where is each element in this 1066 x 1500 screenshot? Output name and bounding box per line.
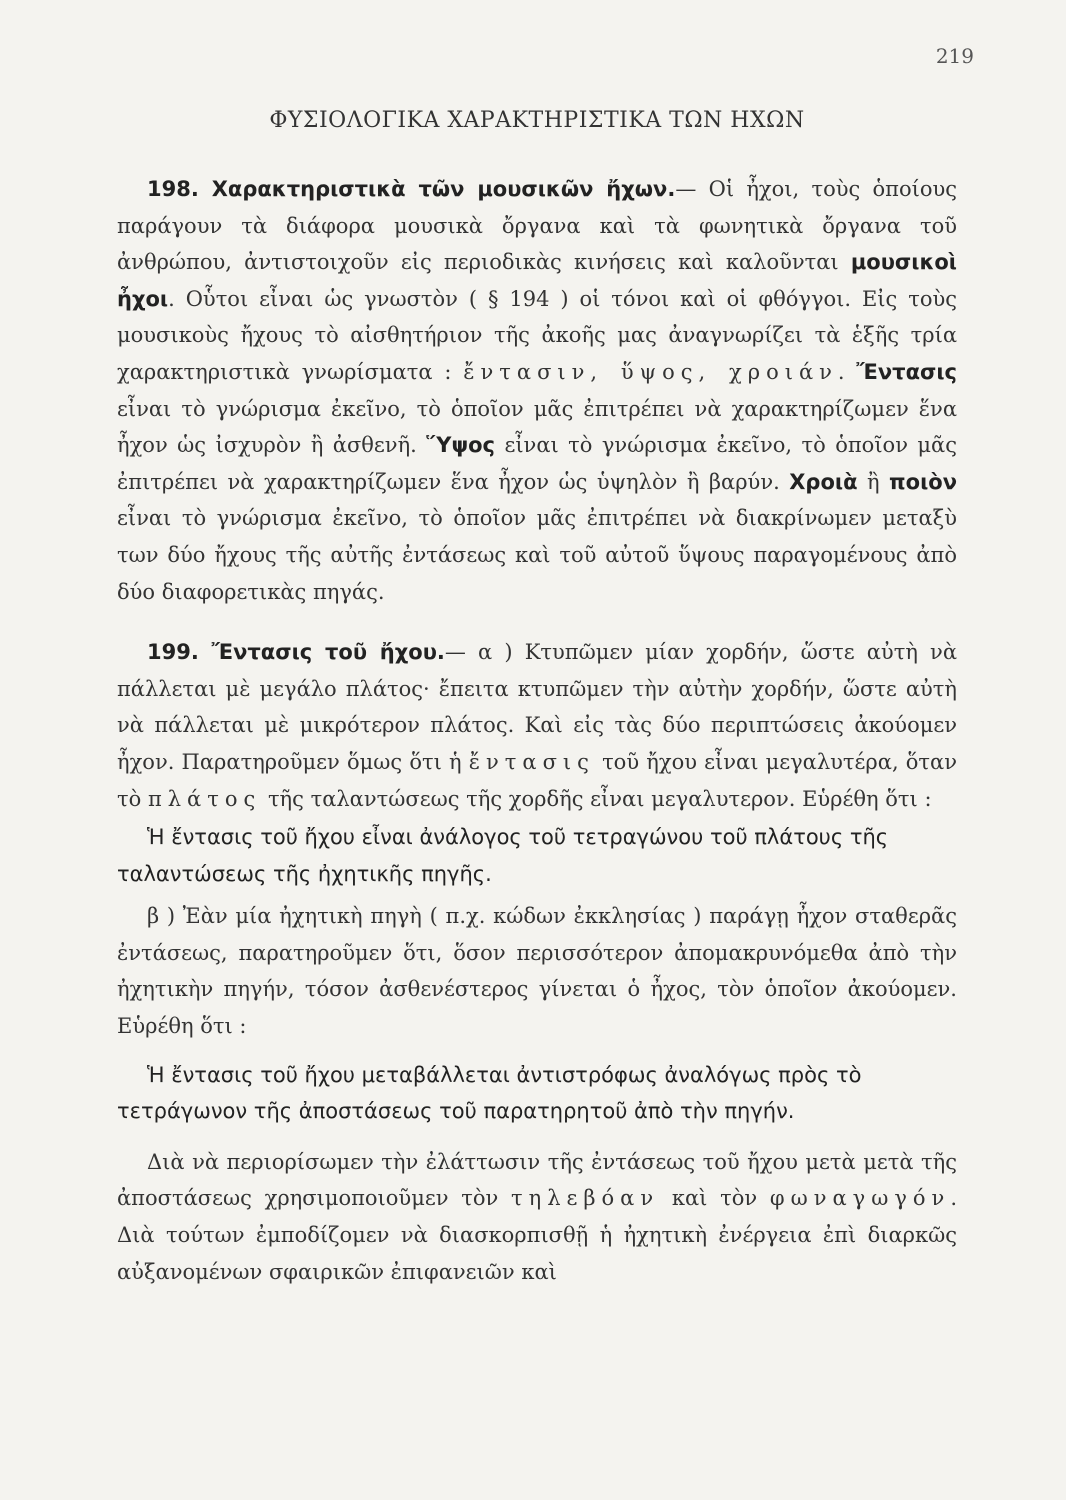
law-inverse-square: Ἡ ἔντασις τοῦ ἤχου μεταβάλλεται ἀντιστρόφως ἀναλόγως πρὸς τὸ τετράγωνον τῆς ἀποστάσεως τοῦ παρατηρητοῦ ἀπὸ τὴν πηγήν. xyxy=(117,1062,862,1124)
text-run: εἶναι τὸ γνώρισμα ἐκεῖνο, τὸ ὁποῖον μᾶς ἐπιτρέπει νὰ χαρακτηρίζωμεν ἕνα ἦχον ὡς ὑψηλὸν ἢ βαρύν. xyxy=(117,433,957,494)
spaced-terms: ἔντασιν, ὕψος, χροιάν xyxy=(463,359,838,384)
text-run: . Οὗτοι εἶναι ὡς γνωστὸν ( § 194 ) οἱ τόνοι καὶ οἱ φθόγγοι. Εἰς τοὺς μουσικοὺς ἤχους τὸ αἰσθητήριον τῆς ἀκοῆς μας ἀναγνωρίζει τὰ ἑξῆς τρία χαρακτηριστικὰ γνωρίσματα : xyxy=(117,286,957,384)
text-run: — α ) Κτυπῶμεν μίαν χορδήν, ὥστε αὐτὴ νὰ πάλλεται μὲ μεγάλο πλάτος· ἔπειτα κτυπῶμεν τὴν αὐτὴν χορδήν, ὥστε αὐτὴ νὰ πάλλεται μὲ μικρότερον πλάτος. Καὶ εἰς τὰς δύο περιπτώσεις ἀκούομεν ἦχον. Παρατηροῦμεν ὅμως ὅτι ἡ xyxy=(117,640,957,774)
text-run: . xyxy=(837,359,857,384)
text-run: ἢ xyxy=(857,469,890,494)
term-intensity: Ἔντασις xyxy=(856,359,957,384)
term-timbre: Χροιὰ xyxy=(789,469,858,494)
paragraph-b: β ) Ἐὰν μία ἠχητικὴ πηγὴ ( π.χ. κώδων ἐκκλησίας ) παράγῃ ἦχον σταθερᾶς ἐντάσεως, παρατηροῦμεν ὅτι, ὅσον περισσότερον ἀπομακρυνόμεθα ἀπὸ τὴν ἠχητικὴν πηγήν, τόσον ἀσθενέστερος γίνεται ὁ ἦχος, τὸν ὁποῖον ἀκούομεν. Εὑρέθη ὅτι : xyxy=(117,904,957,1039)
spaced-term-speaking-tube: φωναγωγόν xyxy=(769,1186,951,1211)
section-199-paragraph xyxy=(117,634,957,817)
text-run: καὶ τὸν xyxy=(659,1186,770,1211)
section-199-heading: 199. Ἔντασις τοῦ ἤχου. xyxy=(147,640,445,665)
text-run: Διὰ νὰ περιορίσωμεν τὴν ἐλάττωσιν τῆς ἐντάσεως τοῦ ἤχου μετὰ μετὰ τῆς ἀποστάσεως χρησιμοποιοῦμεν τὸν xyxy=(117,1149,957,1211)
term-quality: ποιὸν xyxy=(889,469,957,494)
text-run: τοῦ ἤχου εἶναι μεγαλυτέρα, ὅταν τὸ xyxy=(117,749,957,811)
term-pitch: Ὕψος xyxy=(426,433,495,458)
chapter-title: ΦΥΣΙΟΛΟΓΙΚΑ ΧΑΡΑΚΤΗΡΙΣΤΙΚΑ ΤΩΝ ΗΧΩΝ xyxy=(269,108,805,133)
spaced-term-amplitude: πλάτος xyxy=(147,786,262,811)
term-musical-sounds: μουσικοὶ ἦχοι xyxy=(117,250,957,311)
law-amplitude: Ἡ ἔντασις τοῦ ἤχου εἶναι ἀνάλογος τοῦ τετραγώνου τοῦ πλάτους τῆς ταλαντώσεως τῆς ἠχητικῆς πηγῆς. xyxy=(117,825,889,886)
page-body xyxy=(117,108,957,1290)
paragraph-megaphone xyxy=(117,1144,957,1290)
text-run: τῆς ταλαντώσεως τῆς χορδῆς εἶναι μεγαλυτερον. Εὑρέθη ὅτι : xyxy=(261,786,932,811)
page-number: 219 xyxy=(935,44,974,68)
spaced-term-intensity: ἔντασις xyxy=(468,749,595,774)
text-run: — Οἱ ἦχοι, τοὺς ὁποίους παράγουν τὰ διάφορα μουσικὰ ὄργανα καὶ τὰ φωνητικὰ ὄργανα τοῦ ἀνθρώπου, ἀντιστοιχοῦν εἰς περιοδικὰς κινήσεις καὶ καλοῦνται xyxy=(117,177,958,275)
section-198-paragraph xyxy=(117,171,957,610)
text-run: . Διὰ τούτων ἐμποδίζομεν νὰ διασκορπισθῇ ἡ ἠχητικὴ ἐνέργεια ἐπὶ διαρκῶς αὐξανομένων σφαιρικῶν ἐπιφανειῶν καὶ xyxy=(117,1186,958,1284)
text-run: εἶναι τὸ γνώρισμα ἐκεῖνο, τὸ ὁποῖον μᾶς ἐπιτρέπει νὰ χαρακτηρίζωμεν ἕνα ἦχον ὡς ἰσχυρὸν ἢ ἀσθενῆ. xyxy=(117,396,957,458)
section-198-heading: 198. Χαρακτηριστικὰ τῶν μουσικῶν ἤχων. xyxy=(147,177,676,201)
spaced-term-megaphone: τηλεβόαν xyxy=(511,1186,660,1211)
text-run: εἶναι τὸ γνώρισμα ἐκεῖνο, τὸ ὁποῖον μᾶς ἐπιτρέπει νὰ διακρίνωμεν μεταξὺ των δύο ἤχους τῆς αὐτῆς ἐντάσεως καὶ τοῦ αὐτοῦ ὕψους παραγομένους ἀπὸ δύο διαφορετικὰς πηγάς. xyxy=(117,506,957,604)
